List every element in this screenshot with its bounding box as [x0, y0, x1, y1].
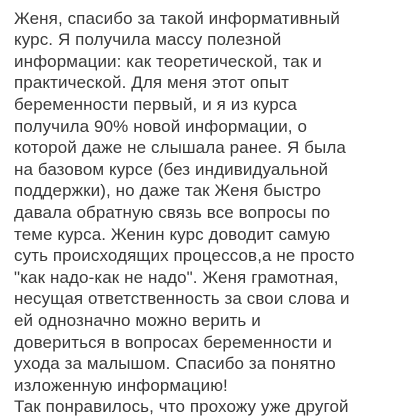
message-line: суть происходящих процессов,а не просто [14, 246, 355, 266]
message-line: изложенную информацию! [14, 375, 228, 395]
message-line: ухода за малышом. Спасибо за понятно [14, 354, 336, 374]
message-line-cut-top [14, 0, 394, 8]
message-line: давала обратную связь все вопросы по [14, 202, 331, 222]
message-line: ей однозначно можно верить и [14, 310, 261, 330]
message-line: довериться в вопросах беременности и [14, 332, 332, 352]
message-line: на базовом курсе (без индивидуальной [14, 159, 329, 179]
review-message-text [14, 0, 394, 418]
message-line: беременности первый, и я из курса [14, 94, 297, 114]
message-line: Так понравилось, что прохожу уже другой [14, 397, 349, 417]
message-line: получила 90% новой информации, о [14, 116, 308, 136]
message-line: информации: как теоретической, так и [14, 51, 322, 71]
message-line: "как надо-как не надо". Женя грамотная, [14, 267, 339, 287]
message-line: несущая ответственность за свои слова и [14, 289, 350, 309]
message-line: Женя, спасибо за такой информативный [14, 8, 340, 28]
message-line: поддержки), но даже так Женя быстро [14, 181, 322, 201]
message-line: практической. Для меня этот опыт [14, 73, 290, 93]
message-line: курс. Я получила массу полезной [14, 30, 282, 50]
message-line: которой даже не слышала ранее. Я была [14, 138, 346, 158]
message-line: теме курса. Женин курс доводит самую [14, 224, 331, 244]
